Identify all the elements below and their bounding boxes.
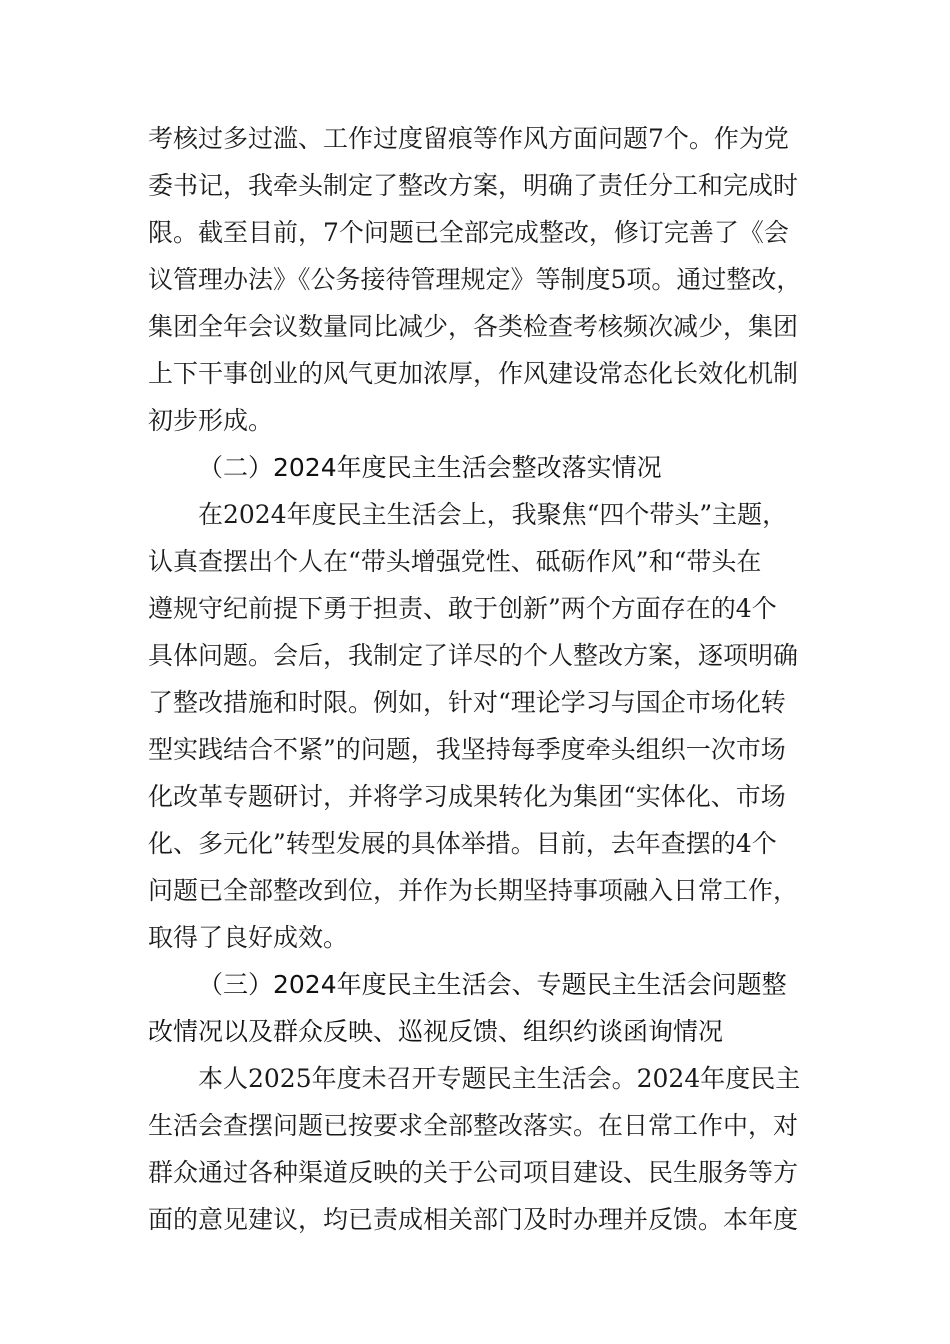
body-line: 面的意见建议，均已责成相关部门及时办理并反馈。本年度 xyxy=(148,1205,799,1234)
body-line: 生活会查摆问题已按要求全部整改落实。在日常工作中，对 xyxy=(148,1111,799,1140)
body-line: 了整改措施和时限。例如，针对“理论学习与国企市场化转 xyxy=(148,688,786,717)
body-line: 取得了良好成效。 xyxy=(148,923,349,952)
body-line: 型实践结合不紧”的问题，我坚持每季度牵头组织一次市场 xyxy=(148,735,786,764)
body-line: 化、多元化”转型发展的具体举措。目前，去年查摆的4个 xyxy=(148,829,777,858)
body-line: 议管理办法》《公务接待管理规定》等制度5项。通过整改， xyxy=(148,265,802,294)
body-line: 化改革专题研讨，并将学习成果转化为集团“实体化、市场 xyxy=(148,782,786,811)
body-line: 问题已全部整改到位，并作为长期坚持事项融入日常工作， xyxy=(148,876,799,905)
body-line: 具体问题。会后，我制定了详尽的个人整改方案，逐项明确 xyxy=(148,641,799,670)
section-heading-3: （三）2024年度民主生活会、专题民主生活会问题整 xyxy=(198,970,787,999)
body-line: 集团全年会议数量同比减少，各类检查考核频次减少，集团 xyxy=(148,312,799,341)
body-line: 本人2025年度未召开专题民主生活会。2024年度民主 xyxy=(198,1064,801,1093)
body-line: 遵规守纪前提下勇于担责、敢于创新”两个方面存在的4个 xyxy=(148,594,777,623)
body-line: 委书记，我牵头制定了整改方案，明确了责任分工和完成时 xyxy=(148,171,799,200)
body-line: 上下干事创业的风气更加浓厚，作风建设常态化长效化机制 xyxy=(148,359,799,388)
section-heading-2: （二）2024年度民主生活会整改落实情况 xyxy=(198,453,662,482)
section-heading-3-cont: 改情况以及群众反映、巡视反馈、组织约谈函询情况 xyxy=(148,1017,724,1046)
body-line: 初步形成。 xyxy=(148,406,274,435)
body-line: 在2024年度民主生活会上，我聚焦“四个带头”主题， xyxy=(198,500,788,529)
body-line: 群众通过各种渠道反映的关于公司项目建设、民生服务等方 xyxy=(148,1158,799,1187)
body-line: 限。截至目前，7个问题已全部完成整改，修订完善了《会 xyxy=(148,218,789,247)
body-line: 考核过多过滥、工作过度留痕等作风方面问题7个。作为党 xyxy=(148,124,789,153)
body-line: 认真查摆出个人在“带头增强党性、砥砺作风”和“带头在 xyxy=(148,547,762,576)
